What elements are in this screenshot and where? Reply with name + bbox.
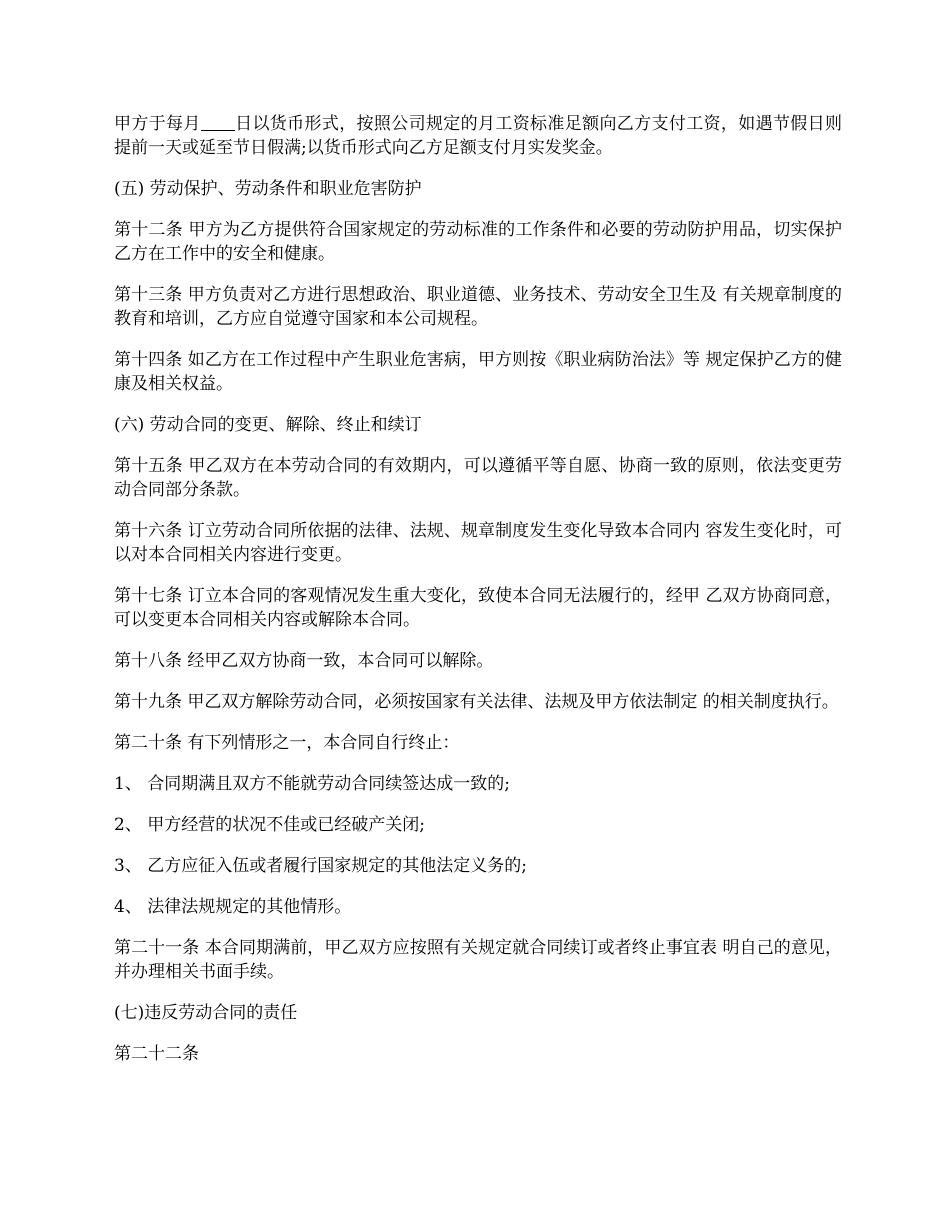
document-page [114, 112, 842, 1083]
day-blank-field [201, 112, 235, 131]
article-16: 第十六条 订立劳动合同所依据的法律、法规、规章制度发生变化导致本合同内 容发生变化时，可以对本合同相关内容进行变更。 [114, 521, 842, 565]
article-15: 第十五条 甲乙双方在本劳动合同的有效期内，可以遵循平等自愿、协商一致的原则，依法变更劳动合同部分条款。 [114, 456, 842, 500]
article-12: 第十二条 甲方为乙方提供符合国家规定的劳动标准的工作条件和必要的劳动防护用品，切实保护乙方在工作中的安全和健康。 [114, 220, 842, 264]
article-14: 第十四条 如乙方在工作过程中产生职业危害病，甲方则按《职业病防治法》等 规定保护乙方的健康及相关权益。 [114, 350, 842, 394]
salary-text-after: 日以货币形式，按照公司规定的月工资标准足额向乙方支付工资，如遇节假日则提前一天或延至节日假满;以货币形式向乙方足额支付月实发奖金。 [114, 114, 842, 158]
article-17: 第十七条 订立本合同的客观情况发生重大变化，致使本合同无法履行的，经甲 乙双方协商同意，可以变更本合同相关内容或解除本合同。 [114, 586, 842, 630]
article-21: 第二十一条 本合同期满前，甲乙双方应按照有关规定就合同续订或者终止事宜表 明自己的意见，并办理相关书面手续。 [114, 938, 842, 982]
article-13: 第十三条 甲方负责对乙方进行思想政治、职业道德、业务技术、劳动安全卫生及 有关规章制度的教育和培训，乙方应自觉遵守国家和本公司规程。 [114, 285, 842, 329]
list-item-4: 4、 法律法规规定的其他情形。 [114, 897, 352, 917]
paragraph-salary-payment [114, 112, 842, 160]
article-22: 第二十二条 [114, 1044, 199, 1064]
list-item-2: 2、 甲方经营的状况不佳或已经破产关闭; [114, 815, 425, 835]
list-item-1: 1、 合同期满且双方不能就劳动合同续签达成一致的; [114, 774, 510, 794]
section-heading-7: (七)违反劳动合同的责任 [114, 1003, 298, 1023]
section-heading-5: (五) 劳动保护、劳动条件和职业危害防护 [114, 179, 422, 199]
article-19: 第十九条 甲乙双方解除劳动合同，必须按国家有关法律、法规及甲方依法制定 的相关制度执行。 [114, 692, 839, 712]
list-item-3: 3、 乙方应征入伍或者履行国家规定的其他法定义务的; [114, 856, 527, 876]
section-heading-6: (六) 劳动合同的变更、解除、终止和续订 [114, 415, 422, 435]
article-20: 第二十条 有下列情形之一，本合同自行终止： [114, 733, 460, 753]
salary-text-before: 甲方于每月 [114, 114, 201, 134]
article-18: 第十八条 经甲乙双方协商一致，本合同可以解除。 [114, 651, 494, 671]
